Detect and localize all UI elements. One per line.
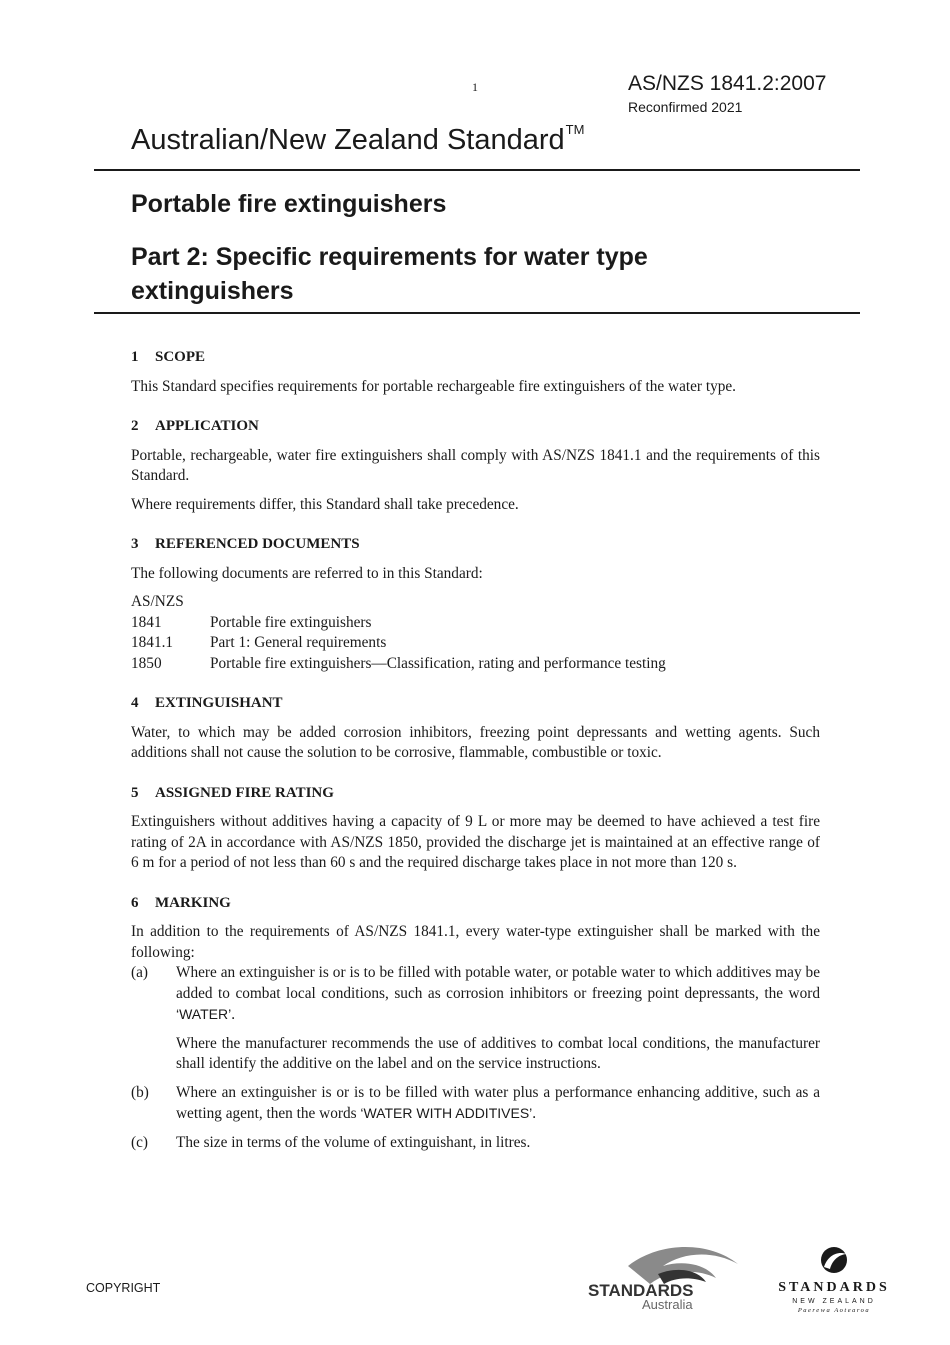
section-number: 5 bbox=[131, 784, 139, 801]
list-label: (b) bbox=[131, 1083, 149, 1101]
page-number: 1 bbox=[472, 80, 478, 94]
section-heading bbox=[131, 893, 820, 914]
reference-list bbox=[131, 592, 820, 674]
list-body bbox=[176, 963, 820, 1075]
snz-logo-subtext: NEW ZEALAND bbox=[792, 1298, 876, 1305]
sa-logo-subtext: Australia bbox=[642, 1297, 693, 1312]
section-scope bbox=[131, 347, 820, 397]
list-text: Where an extinguisher is or is to be filled with potable water, or potable water to which additives may be added to combat local conditions, such as corrosion inhibitors or freezing point depressants, the word bbox=[176, 964, 820, 1002]
list-label: (c) bbox=[131, 1133, 148, 1151]
paragraph: Where requirements differ, this Standard shall take precedence. bbox=[131, 495, 519, 513]
top-rule bbox=[94, 169, 860, 171]
reference-code: 1841 bbox=[131, 613, 162, 631]
standard-number: AS/NZS 1841.2:2007 bbox=[628, 72, 827, 95]
paragraph: Where the manufacturer recommends the use of additives to combat local conditions, the manufacturer shall identify the additive on the label and on the service instructions. bbox=[176, 1034, 820, 1072]
section-title: APPLICATION bbox=[155, 418, 259, 434]
section-title: EXTINGUISHANT bbox=[155, 695, 283, 711]
trademark-mark: TM bbox=[565, 122, 585, 137]
section-number: 3 bbox=[131, 536, 139, 552]
section-extinguishant bbox=[131, 693, 820, 764]
standards-new-zealand-logo bbox=[772, 1245, 897, 1317]
marking-word: ‘WATER WITH ADDITIVES’ bbox=[360, 1105, 533, 1121]
document-title: Portable fire extinguishers bbox=[131, 190, 447, 218]
document-subtitle: Part 2: Specific requirements for water type extinguishers bbox=[131, 243, 648, 305]
standards-australia-logo bbox=[588, 1244, 748, 1314]
reconfirmed-date: Reconfirmed 2021 bbox=[628, 99, 743, 115]
reference-prefix: AS/NZS bbox=[131, 593, 184, 610]
paragraph: The size in terms of the volume of extinguishant, in litres. bbox=[176, 1133, 531, 1151]
section-heading bbox=[131, 534, 820, 555]
snz-logo-text: STANDARDS bbox=[778, 1280, 890, 1295]
section-application bbox=[131, 416, 820, 515]
section-title: MARKING bbox=[155, 894, 231, 911]
section-title: REFERENCED DOCUMENTS bbox=[155, 536, 360, 552]
section-heading bbox=[131, 783, 820, 804]
section-heading bbox=[131, 693, 820, 714]
list-body bbox=[176, 1133, 820, 1154]
section-fire-rating bbox=[131, 783, 820, 874]
paragraph: Extinguishers without additives having a capacity of 9 L or more may be deemed to have achieved a test fire rating of 2A in accordance with AS/NZS 1850, provided the discharge jet is maintained at an effective range of 6 m for a period of not less than 60 s and the required discharge takes place in not more than 120 s. bbox=[131, 813, 820, 871]
list-body bbox=[176, 1083, 820, 1125]
list-item-c bbox=[131, 1133, 820, 1154]
paragraph: Water, to which may be added corrosion inhibitors, freezing point depressants and wetting agents. Such additions shall not cause the solution to be corrosive, flammable, combustible or toxic. bbox=[131, 723, 820, 761]
list-text: Where an extinguisher is or is to be filled with water plus a performance enhancing additive, such as a wetting agent, then the words bbox=[176, 1083, 820, 1122]
reference-row bbox=[131, 633, 820, 654]
paragraph: This Standard specifies requirements for portable rechargeable fire extinguishers of the water type. bbox=[131, 377, 736, 395]
bottom-rule bbox=[94, 312, 860, 314]
list-item-a bbox=[131, 963, 820, 1075]
marking-word: ‘WATER’ bbox=[176, 1006, 232, 1022]
document-body bbox=[131, 347, 820, 1172]
section-title: SCOPE bbox=[155, 349, 206, 365]
paragraph: In addition to the requirements of AS/NZS 1841.1, every water-type extinguisher shall be marked with the following: bbox=[131, 923, 820, 961]
section-heading bbox=[131, 416, 820, 437]
reference-title: Portable fire extinguishers—Classification, rating and performance testing bbox=[210, 654, 666, 672]
copyright-notice: COPYRIGHT bbox=[86, 1281, 161, 1295]
reference-code: 1850 bbox=[131, 654, 162, 672]
punctuation: . bbox=[231, 1006, 236, 1023]
section-number: 4 bbox=[131, 695, 139, 711]
paragraph: Portable, rechargeable, water fire extinguishers shall comply with AS/NZS 1841.1 and the requirements of this Standard. bbox=[131, 446, 820, 484]
punctuation: . bbox=[532, 1105, 537, 1122]
reference-title: Part 1: General requirements bbox=[210, 634, 387, 651]
list-label: (a) bbox=[131, 964, 148, 981]
header-title bbox=[131, 124, 584, 157]
section-title: ASSIGNED FIRE RATING bbox=[155, 784, 334, 801]
header-title-text: Australian/New Zealand Standard bbox=[131, 124, 565, 156]
sa-logo-text: STANDARDS bbox=[588, 1281, 694, 1300]
section-marking bbox=[131, 893, 820, 1154]
section-heading bbox=[131, 347, 820, 368]
section-number: 2 bbox=[131, 418, 139, 434]
section-references bbox=[131, 534, 820, 674]
paragraph bbox=[176, 963, 820, 1026]
paragraph bbox=[176, 1083, 820, 1125]
reference-row bbox=[131, 654, 820, 675]
section-number: 1 bbox=[131, 349, 139, 365]
paragraph: The following documents are referred to in this Standard: bbox=[131, 564, 483, 582]
section-number: 6 bbox=[131, 894, 139, 911]
reference-title: Portable fire extinguishers bbox=[210, 613, 372, 631]
list-item-b bbox=[131, 1083, 820, 1125]
reference-code: 1841.1 bbox=[131, 634, 174, 651]
reference-row bbox=[131, 613, 820, 634]
snz-logo-tagline: Paerewa Aotearoa bbox=[797, 1307, 871, 1314]
